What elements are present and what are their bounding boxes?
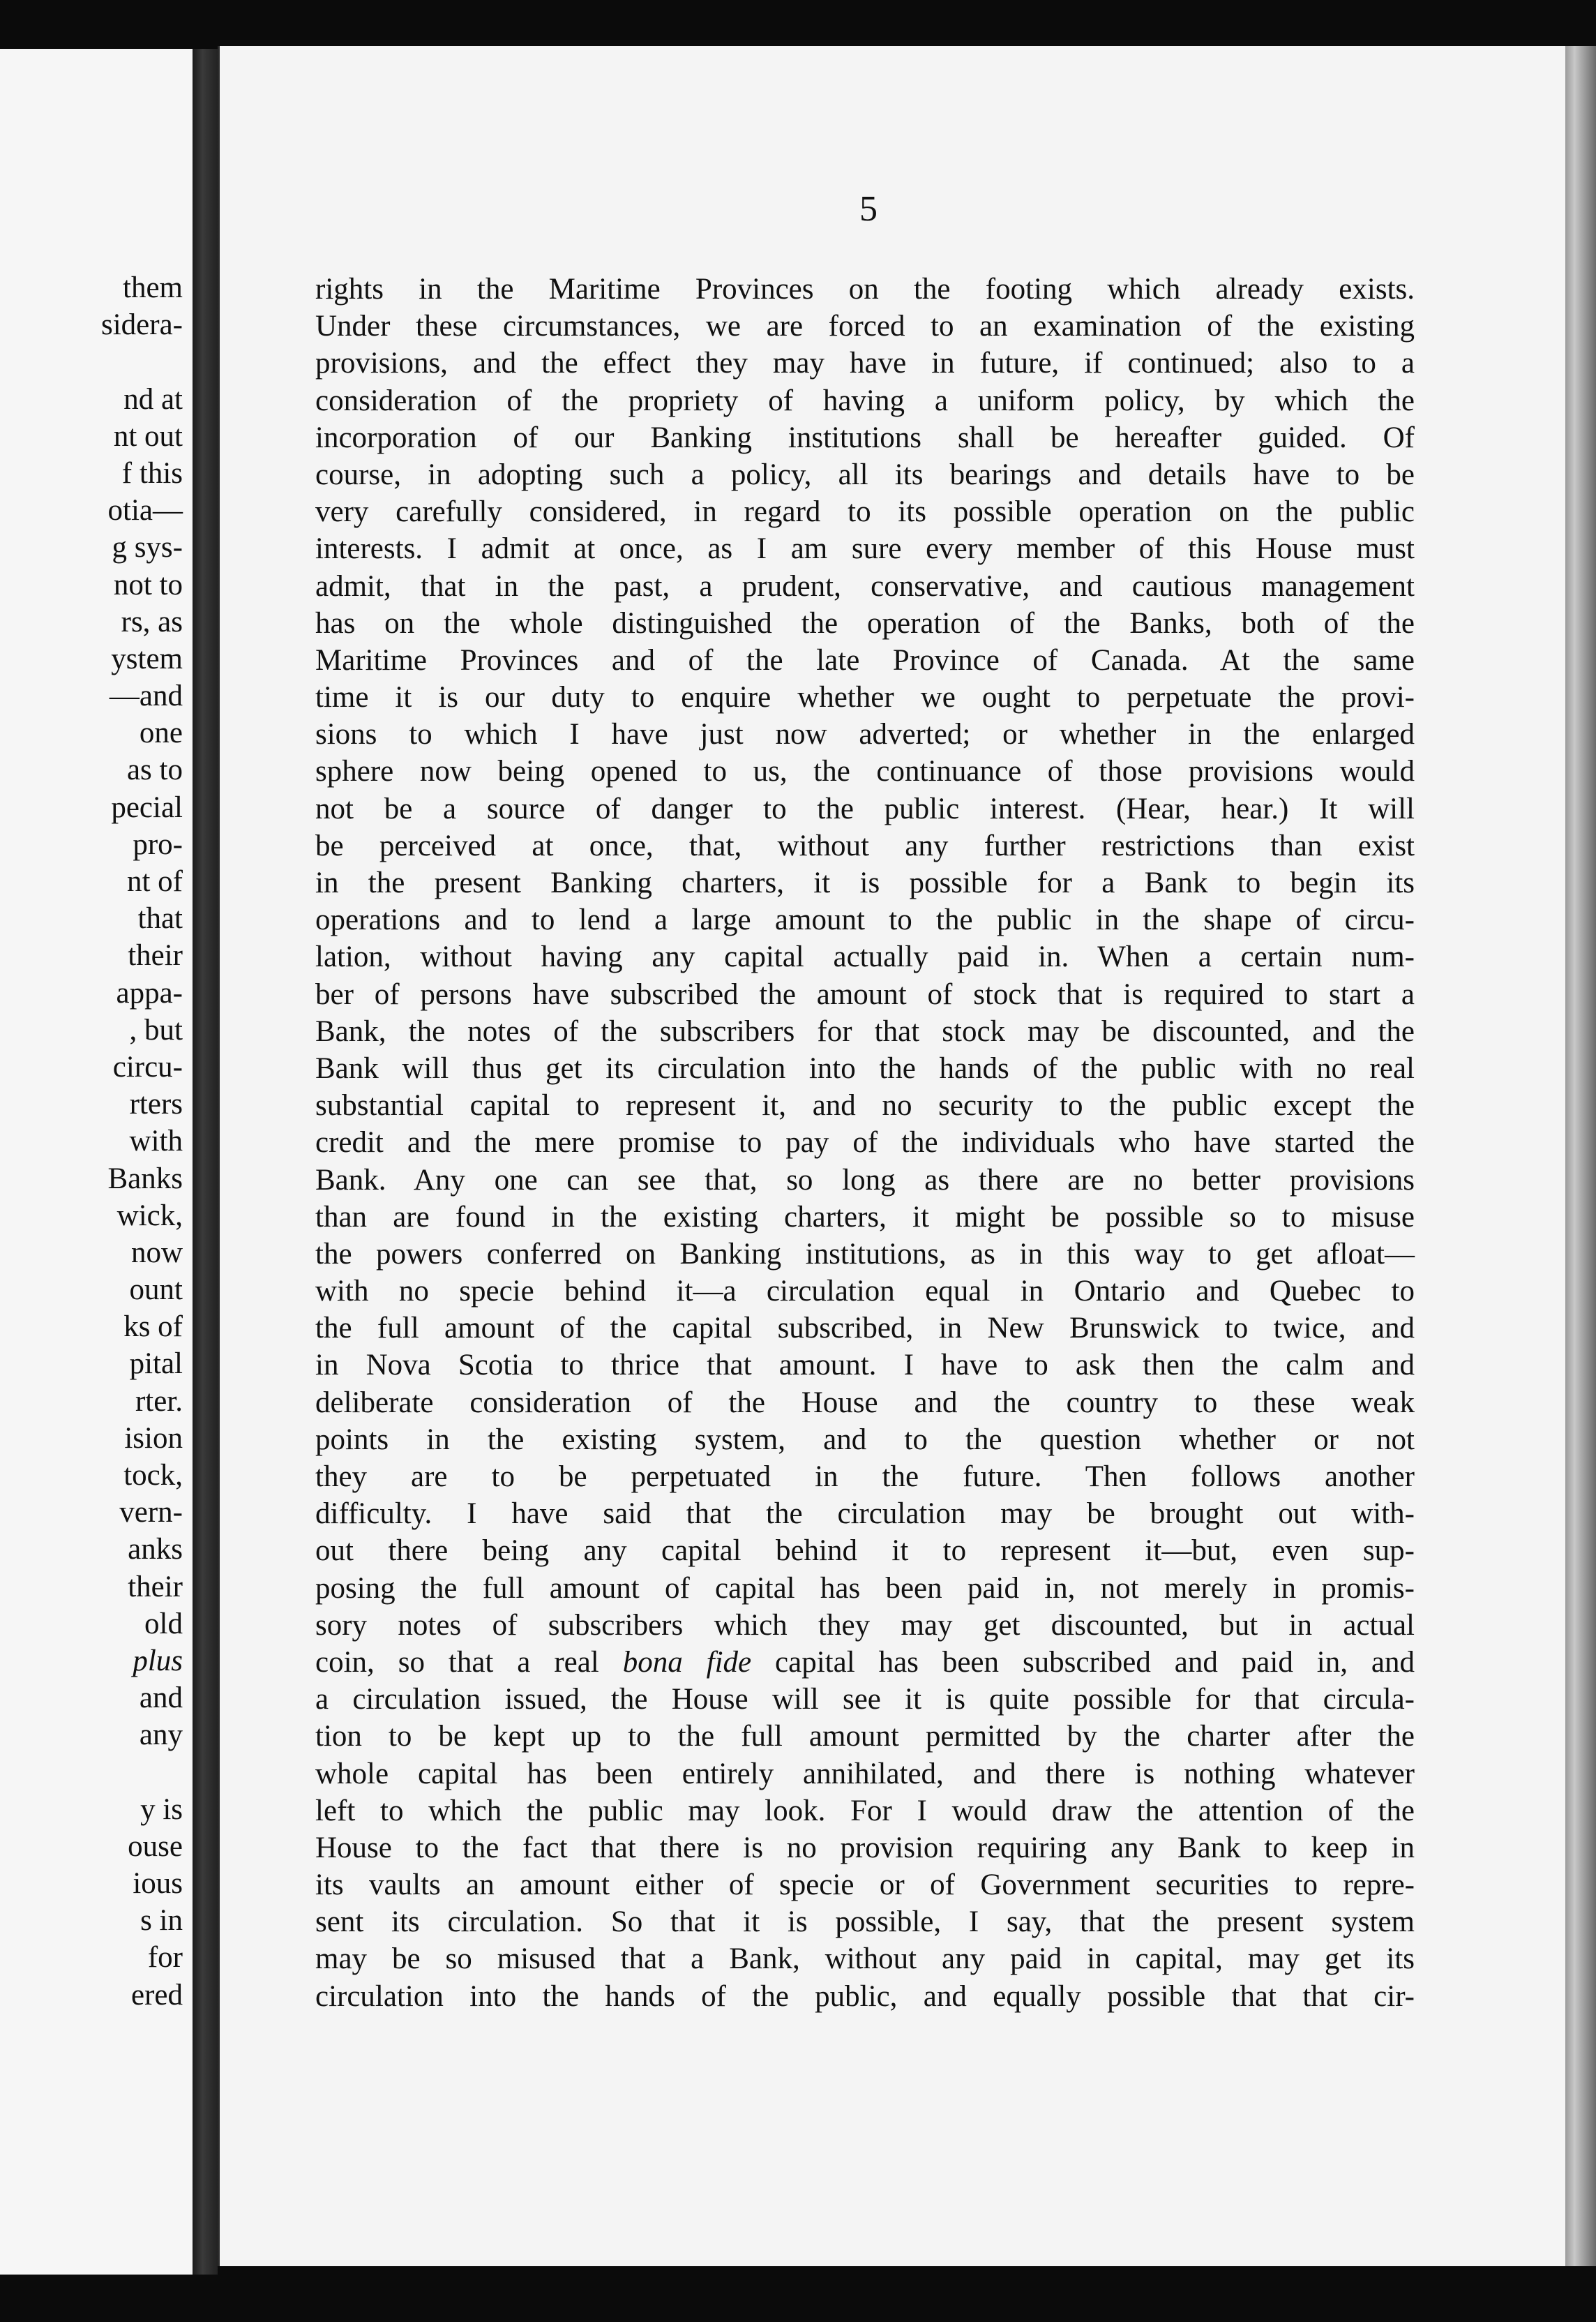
left-page-line: —and (109, 680, 183, 713)
text-line: with no specie behind it—a circulation equal in Ontario and Quebec to (315, 1275, 1415, 1308)
left-page-line: nt out (113, 419, 183, 453)
text-line: has on the whole distinguished the operation of the Banks, both of the (315, 606, 1415, 640)
left-page-line: for (147, 1941, 183, 1975)
text-line: than are found in the existing charters, it might be possible so to misuse (315, 1200, 1415, 1234)
page-number: 5 (859, 189, 878, 229)
left-page-line: with (129, 1125, 183, 1158)
book-gutter (193, 49, 218, 2275)
text-line: its vaults an amount either of specie or of Government securities to repre- (315, 1868, 1415, 1902)
left-page-line: g sys- (112, 531, 183, 564)
left-page-line: any (139, 1718, 183, 1752)
left-page-line: ered (131, 1978, 183, 2012)
left-page-line: not to (113, 568, 183, 601)
left-page-line: rter. (135, 1384, 183, 1418)
text-line: Bank, the notes of the subscribers for that stock may be discounted, and the (315, 1014, 1415, 1048)
text-line: difficulty. I have said that the circulation may be brought out with- (315, 1497, 1415, 1531)
text-line: lation, without having any capital actually paid in. When a certain num- (315, 941, 1415, 974)
text-line: sphere now being opened to us, the continuance of those provisions would (315, 755, 1415, 788)
left-page-line: that (137, 902, 183, 936)
left-page-line: Banks (107, 1162, 183, 1195)
text-line: left to which the public may look. For I would draw the attention of the (315, 1794, 1415, 1827)
text-line: substantial capital to represent it, and no security to the public except the (315, 1089, 1415, 1123)
text-line: not be a source of danger to the public interest. (Hear, hear.) It will (315, 792, 1415, 825)
left-page-line: anks (128, 1533, 183, 1566)
text-line: incorporation of our Banking institutions shall be hereafter guided. Of (315, 421, 1415, 454)
left-page-line: pro- (133, 827, 183, 861)
left-page-line: ision (124, 1421, 183, 1455)
left-page-line: sidera- (101, 308, 183, 342)
left-page-line: circu- (112, 1050, 183, 1084)
left-page-line: ouse (128, 1829, 183, 1863)
left-page-line: them (123, 271, 183, 304)
left-page-line: nd at (123, 382, 183, 416)
left-page-line: ystem (111, 642, 183, 675)
text-line: operations and to lend a large amount to the public in the shape of circu- (315, 904, 1415, 937)
text-line: rights in the Maritime Provinces on the footing which already exists. (315, 273, 1415, 306)
left-page-line: y is (140, 1792, 183, 1826)
text-line: consideration of the propriety of having a uniform policy, by which the (315, 384, 1415, 417)
left-page-line: wick, (116, 1199, 183, 1232)
left-page-line: , but (129, 1013, 183, 1047)
text-line: may be so misused that a Bank, without any paid in capital, may get its (315, 1942, 1415, 1976)
text-line: sent its circulation. So that it is possible, I say, that the present system (315, 1905, 1415, 1939)
text-line: Bank will thus get its circulation into the hands of the public with no real (315, 1051, 1415, 1085)
text-line: admit, that in the past, a prudent, conservative, and cautious management (315, 569, 1415, 603)
text-line: course, in adopting such a policy, all its bearings and details have to be (315, 458, 1415, 491)
left-page-text (0, 269, 193, 2014)
left-page-line: s in (140, 1904, 183, 1938)
text-line: posing the full amount of capital has been paid in, not merely in promis- (315, 1571, 1415, 1605)
left-page-line: ks of (123, 1310, 183, 1344)
text-line: credit and the mere promise to pay of the individuals who have started the (315, 1126, 1415, 1160)
left-page-line (0, 1754, 193, 1791)
left-page-line: appa- (116, 976, 183, 1010)
left-page-line: pital (129, 1347, 183, 1381)
text-line: Under these circumstances, we are forced to an examination of the existing (315, 310, 1415, 343)
text-line: Bank. Any one can see that, so long as there are no better provisions (315, 1163, 1415, 1197)
left-page-line: rs, as (121, 605, 183, 638)
body-text (315, 271, 1415, 2015)
page-edge (1565, 46, 1596, 2266)
left-page-line: as to (126, 754, 183, 787)
left-page (0, 49, 194, 2275)
text-line: whole capital has been entirely annihilated, and there is nothing whatever (315, 1757, 1415, 1790)
text-line: House to the fact that there is no provision requiring any Bank to keep in (315, 1831, 1415, 1864)
left-page-line: their (128, 1570, 183, 1603)
left-page-line: their (128, 939, 183, 973)
left-page-line: ious (133, 1867, 183, 1901)
left-page-line: nt of (126, 865, 183, 898)
text-line: the full amount of the capital subscribed, in New Brunswick to twice, and (315, 1312, 1415, 1345)
text-line: be perceived at once, that, without any further restrictions than exist (315, 829, 1415, 862)
left-page-line: vern- (119, 1496, 183, 1529)
left-page-line: old (144, 1607, 183, 1640)
text-line: a circulation issued, the House will see it is quite possible for that circula- (315, 1683, 1415, 1716)
left-page-line: now (130, 1236, 183, 1269)
text-line: interests. I admit at once, as I am sure every member of this House must (315, 532, 1415, 566)
text-line: ber of persons have subscribed the amount of stock that is required to start a (315, 978, 1415, 1011)
text-line: coin, so that a real bona fide capital has been subscribed and paid in, and (315, 1645, 1415, 1679)
left-page-line: tock, (123, 1459, 183, 1492)
text-line: time it is our duty to enquire whether we ought to perpetuate the provi- (315, 681, 1415, 714)
text-line: points in the existing system, and to the question whether or not (315, 1423, 1415, 1456)
text-line: they are to be perpetuated in the future. Then follows another (315, 1460, 1415, 1493)
left-page-line: plus (133, 1644, 183, 1677)
left-page-line: ount (129, 1273, 183, 1307)
text-line: in Nova Scotia to thrice that amount. I have to ask then the calm and (315, 1349, 1415, 1382)
text-line: very carefully considered, in regard to its possible operation on the public (315, 495, 1415, 529)
text-line: out there being any capital behind it to represent it—but, even sup- (315, 1534, 1415, 1568)
text-line: Maritime Provinces and of the late Province of Canada. At the same (315, 643, 1415, 677)
italic-phrase: bona fide (622, 1645, 752, 1679)
left-page-line: one (139, 717, 183, 750)
text-line: sions to which I have just now adverted; or whether in the enlarged (315, 718, 1415, 751)
left-page-line: and (139, 1681, 183, 1715)
text-line: deliberate consideration of the House and the country to these weak (315, 1386, 1415, 1419)
left-page-line (0, 343, 193, 380)
text-line: sory notes of subscribers which they may get discounted, but in actual (315, 1608, 1415, 1642)
left-page-line: rters (129, 1088, 183, 1121)
text-line: provisions, and the effect they may have in future, if continued; also to a (315, 347, 1415, 380)
text-line: the powers conferred on Banking institutions, as in this way to get afloat— (315, 1237, 1415, 1271)
left-page-line: f this (121, 456, 183, 490)
left-page-line: pecial (111, 791, 183, 824)
text-line: in the present Banking charters, it is possible for a Bank to begin its (315, 867, 1415, 899)
text-line: circulation into the hands of the public, and equally possible that that cir- (315, 1979, 1415, 2013)
left-page-line: otia— (107, 494, 183, 527)
text-line: tion to be kept up to the full amount permitted by the charter after the (315, 1720, 1415, 1753)
